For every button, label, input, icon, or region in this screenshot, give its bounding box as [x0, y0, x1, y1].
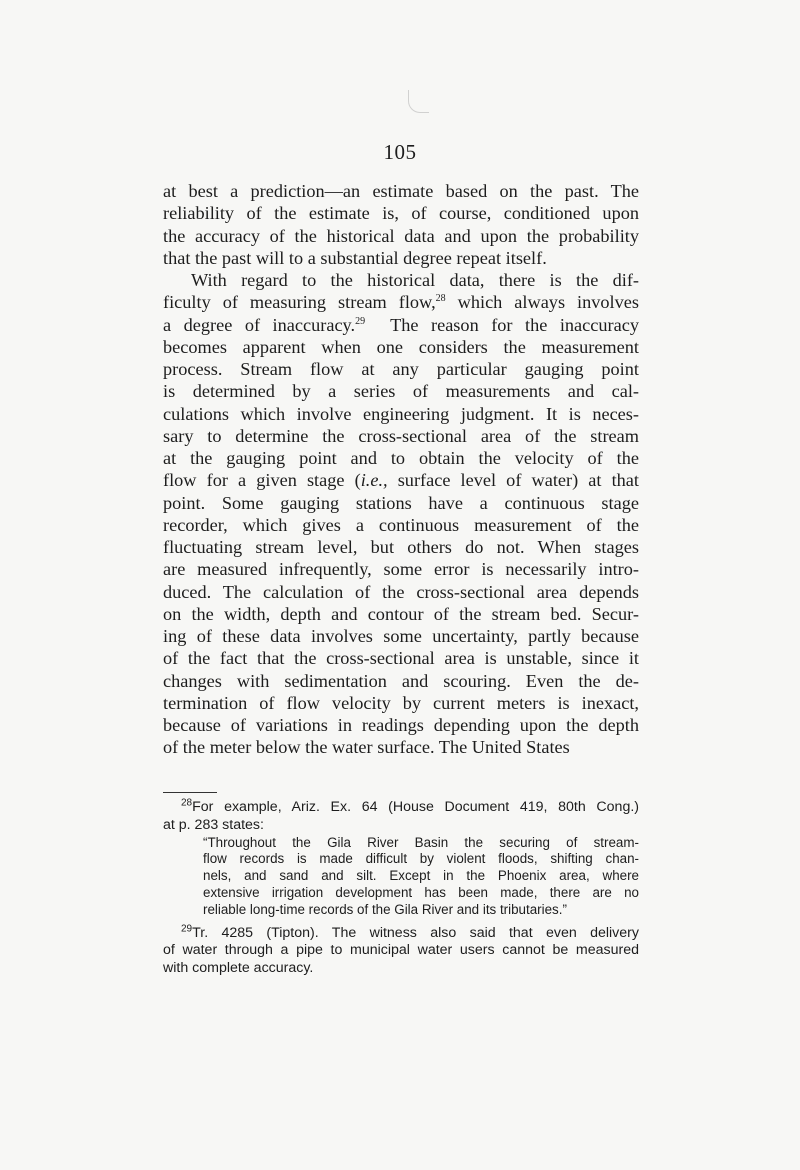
footnote-divider	[163, 792, 217, 793]
text-line: becomes apparent when one considers the measurement	[163, 336, 639, 357]
text-line: ficulty of measuring stream flow,$^{28}$ which always involves	[163, 292, 639, 313]
text-line: on the width, depth and contour of the stream bed. Secur-	[163, 603, 639, 624]
text-line: at best a prediction—an estimate based on the past. The	[163, 181, 639, 201]
text-line: the accuracy of the historical data and upon the probability	[163, 225, 639, 246]
text-line: culations which involve engineering judgment. It is neces-	[163, 403, 639, 424]
text-line: process. Stream flow at any particular gauging point	[163, 359, 639, 379]
quote-line: nels, and sand and silt. Except in the Phoenix area, where	[203, 868, 639, 884]
text-line: flow for a given stage (i.e., surface level of water) at that	[163, 470, 639, 491]
footnote-28	[163, 799, 639, 919]
text-line: fluctuating stream level, but others do not. When stages	[163, 537, 639, 557]
text-line: reliability of the estimate is, of course, conditioned upon	[163, 203, 639, 224]
body-text	[163, 180, 639, 759]
text-line: of the meter below the water surface. The United States	[163, 737, 570, 758]
text-line: that the past will to a substantial degree repeat itself.	[163, 247, 547, 268]
quote-line: reliable long-time records of the Gila River and its tributaries.”	[203, 901, 567, 917]
text-line: recorder, which gives a continuous measurement of the	[163, 514, 639, 535]
footnote-ref[interactable]: 29	[355, 315, 366, 327]
text-line: duced. The calculation of the cross-sectional area depends	[163, 581, 639, 602]
footnotes	[163, 799, 639, 978]
footnote-line: $^{29}$Tr. 4285 (Tipton). The witness also said that even delivery	[181, 922, 639, 941]
footnote-line: of water through a pipe to municipal water users cannot be measured	[163, 942, 639, 959]
text-line: point. Some gauging stations have a continuous stage	[163, 492, 639, 513]
footnote-marker: 29	[181, 922, 193, 934]
footnote-quote	[203, 835, 639, 919]
footnote-line: $^{28}$For example, Ariz. Ex. 64 (House Document 419, 80th Cong.)	[181, 797, 639, 815]
footnote-29	[163, 922, 639, 978]
text-line: With regard to the historical data, there is the dif-	[191, 270, 639, 290]
text-line: termination of flow velocity by current meters is inexact,	[163, 692, 639, 713]
text-line: sary to determine the cross-sectional area of the stream	[163, 425, 639, 446]
page-number: 105	[383, 140, 417, 164]
quote-line: extensive irrigation development has been made, there are no	[203, 884, 639, 900]
text-line: of the fact that the cross-sectional area is unstable, since it	[163, 648, 639, 669]
footnote-marker: 28	[181, 797, 193, 809]
footnote-line: with complete accuracy.	[163, 960, 314, 977]
text-line: is determined by a series of measurements and cal-	[163, 381, 639, 402]
footnote-line: at p. 283 states:	[163, 816, 264, 833]
text-line: ing of these data involves some uncertainty, partly because	[163, 626, 639, 646]
quote-line: “Throughout the Gila River Basin the securing of stream-	[203, 834, 639, 850]
text-line: a degree of inaccuracy.$^{29}$ The reason for the inaccuracy	[163, 314, 639, 335]
text-line: changes with sedimentation and scouring. Even the de-	[163, 670, 639, 691]
text-line: at the gauging point and to obtain the velocity of the	[163, 448, 639, 468]
text-line: are measured infrequently, some error is necessarily intro-	[163, 559, 639, 580]
footnote-ref[interactable]: 28	[435, 293, 446, 305]
quote-line: flow records is made difficult by violent floods, shifting chan-	[203, 851, 639, 867]
margin-mark	[408, 90, 429, 113]
text-line: because of variations in readings depending upon the depth	[163, 715, 639, 735]
